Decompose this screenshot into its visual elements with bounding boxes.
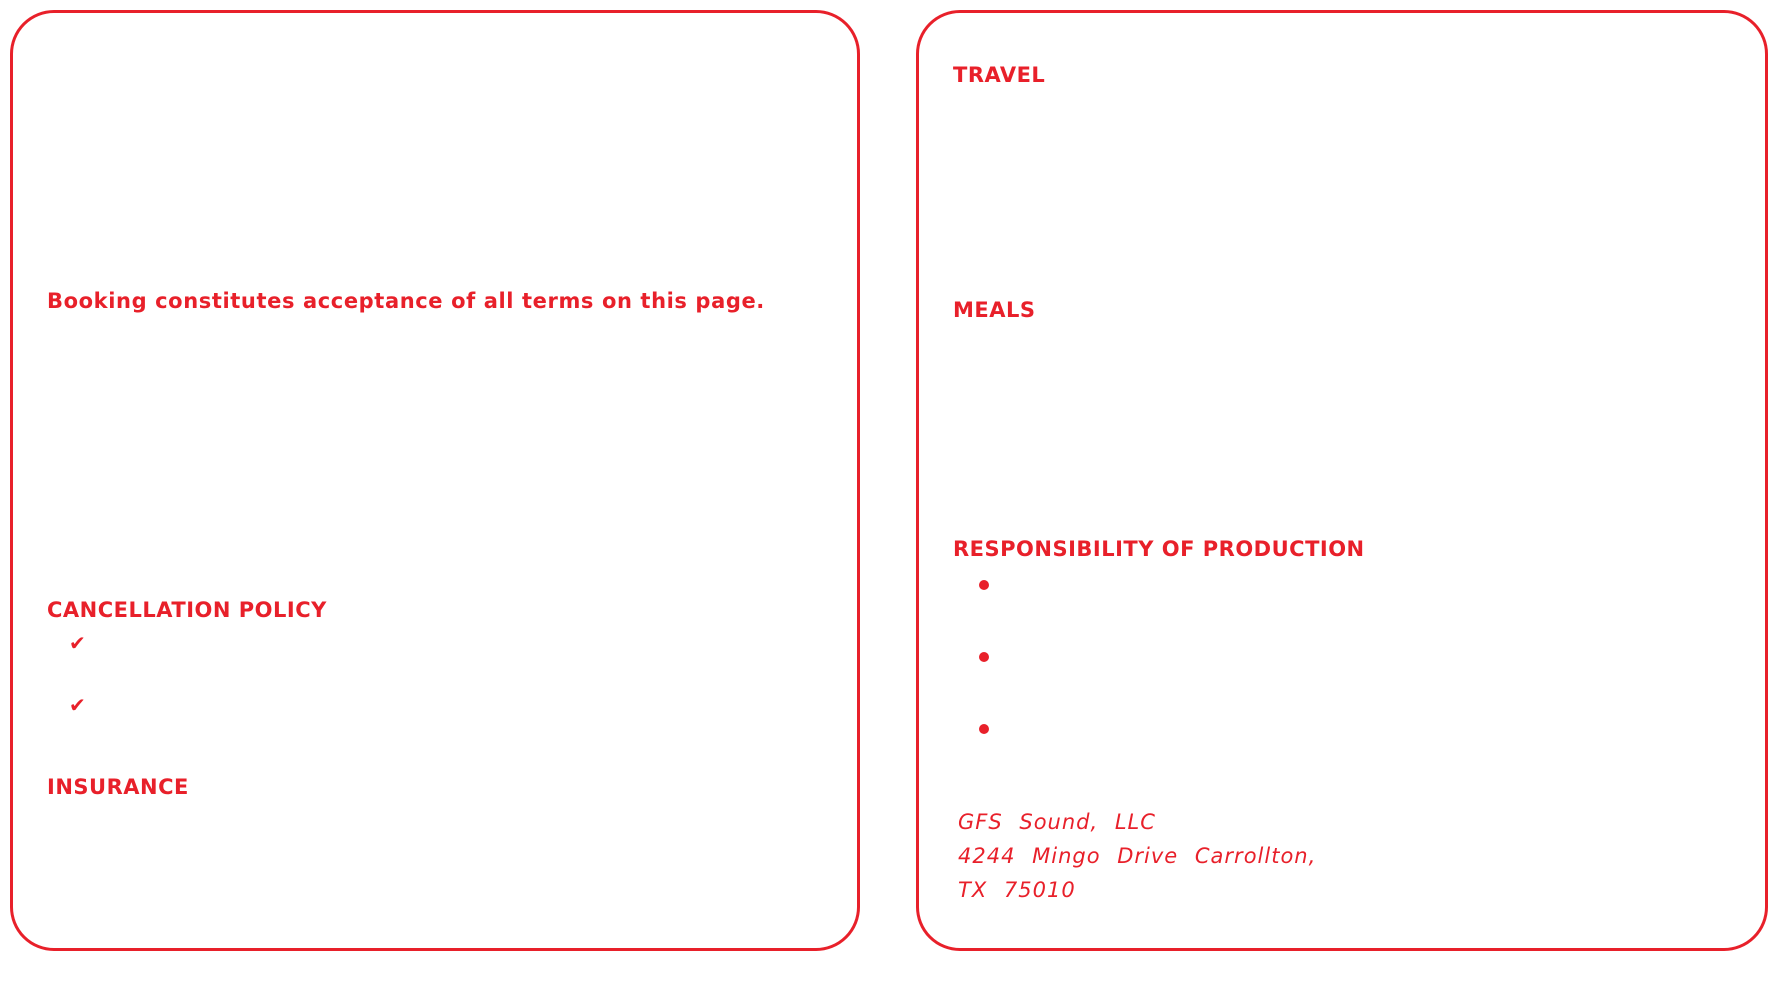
- address-line-company: GFS Sound, LLC: [958, 810, 1156, 834]
- meals-heading: MEALS: [953, 298, 1036, 322]
- address-line-street: 4244 Mingo Drive Carrollton,: [958, 844, 1317, 868]
- cancellation-policy-heading: CANCELLATION POLICY: [47, 598, 327, 622]
- responsibility-heading: RESPONSIBILITY OF PRODUCTION: [953, 537, 1365, 561]
- right-terms-panel: [916, 10, 1768, 951]
- travel-heading: TRAVEL: [953, 63, 1046, 87]
- acceptance-note: Booking constitutes acceptance of all terms on this page.: [47, 289, 765, 313]
- bullet-icon: [979, 724, 989, 734]
- checkmark-icon: ✔: [69, 693, 86, 717]
- bullet-icon: [979, 580, 989, 590]
- insurance-heading: INSURANCE: [47, 775, 189, 799]
- company-address: [958, 805, 1316, 907]
- left-terms-panel: [10, 10, 860, 951]
- checkmark-icon: ✔: [69, 631, 86, 655]
- bullet-icon: [979, 652, 989, 662]
- address-line-state-zip: TX 75010: [958, 878, 1076, 902]
